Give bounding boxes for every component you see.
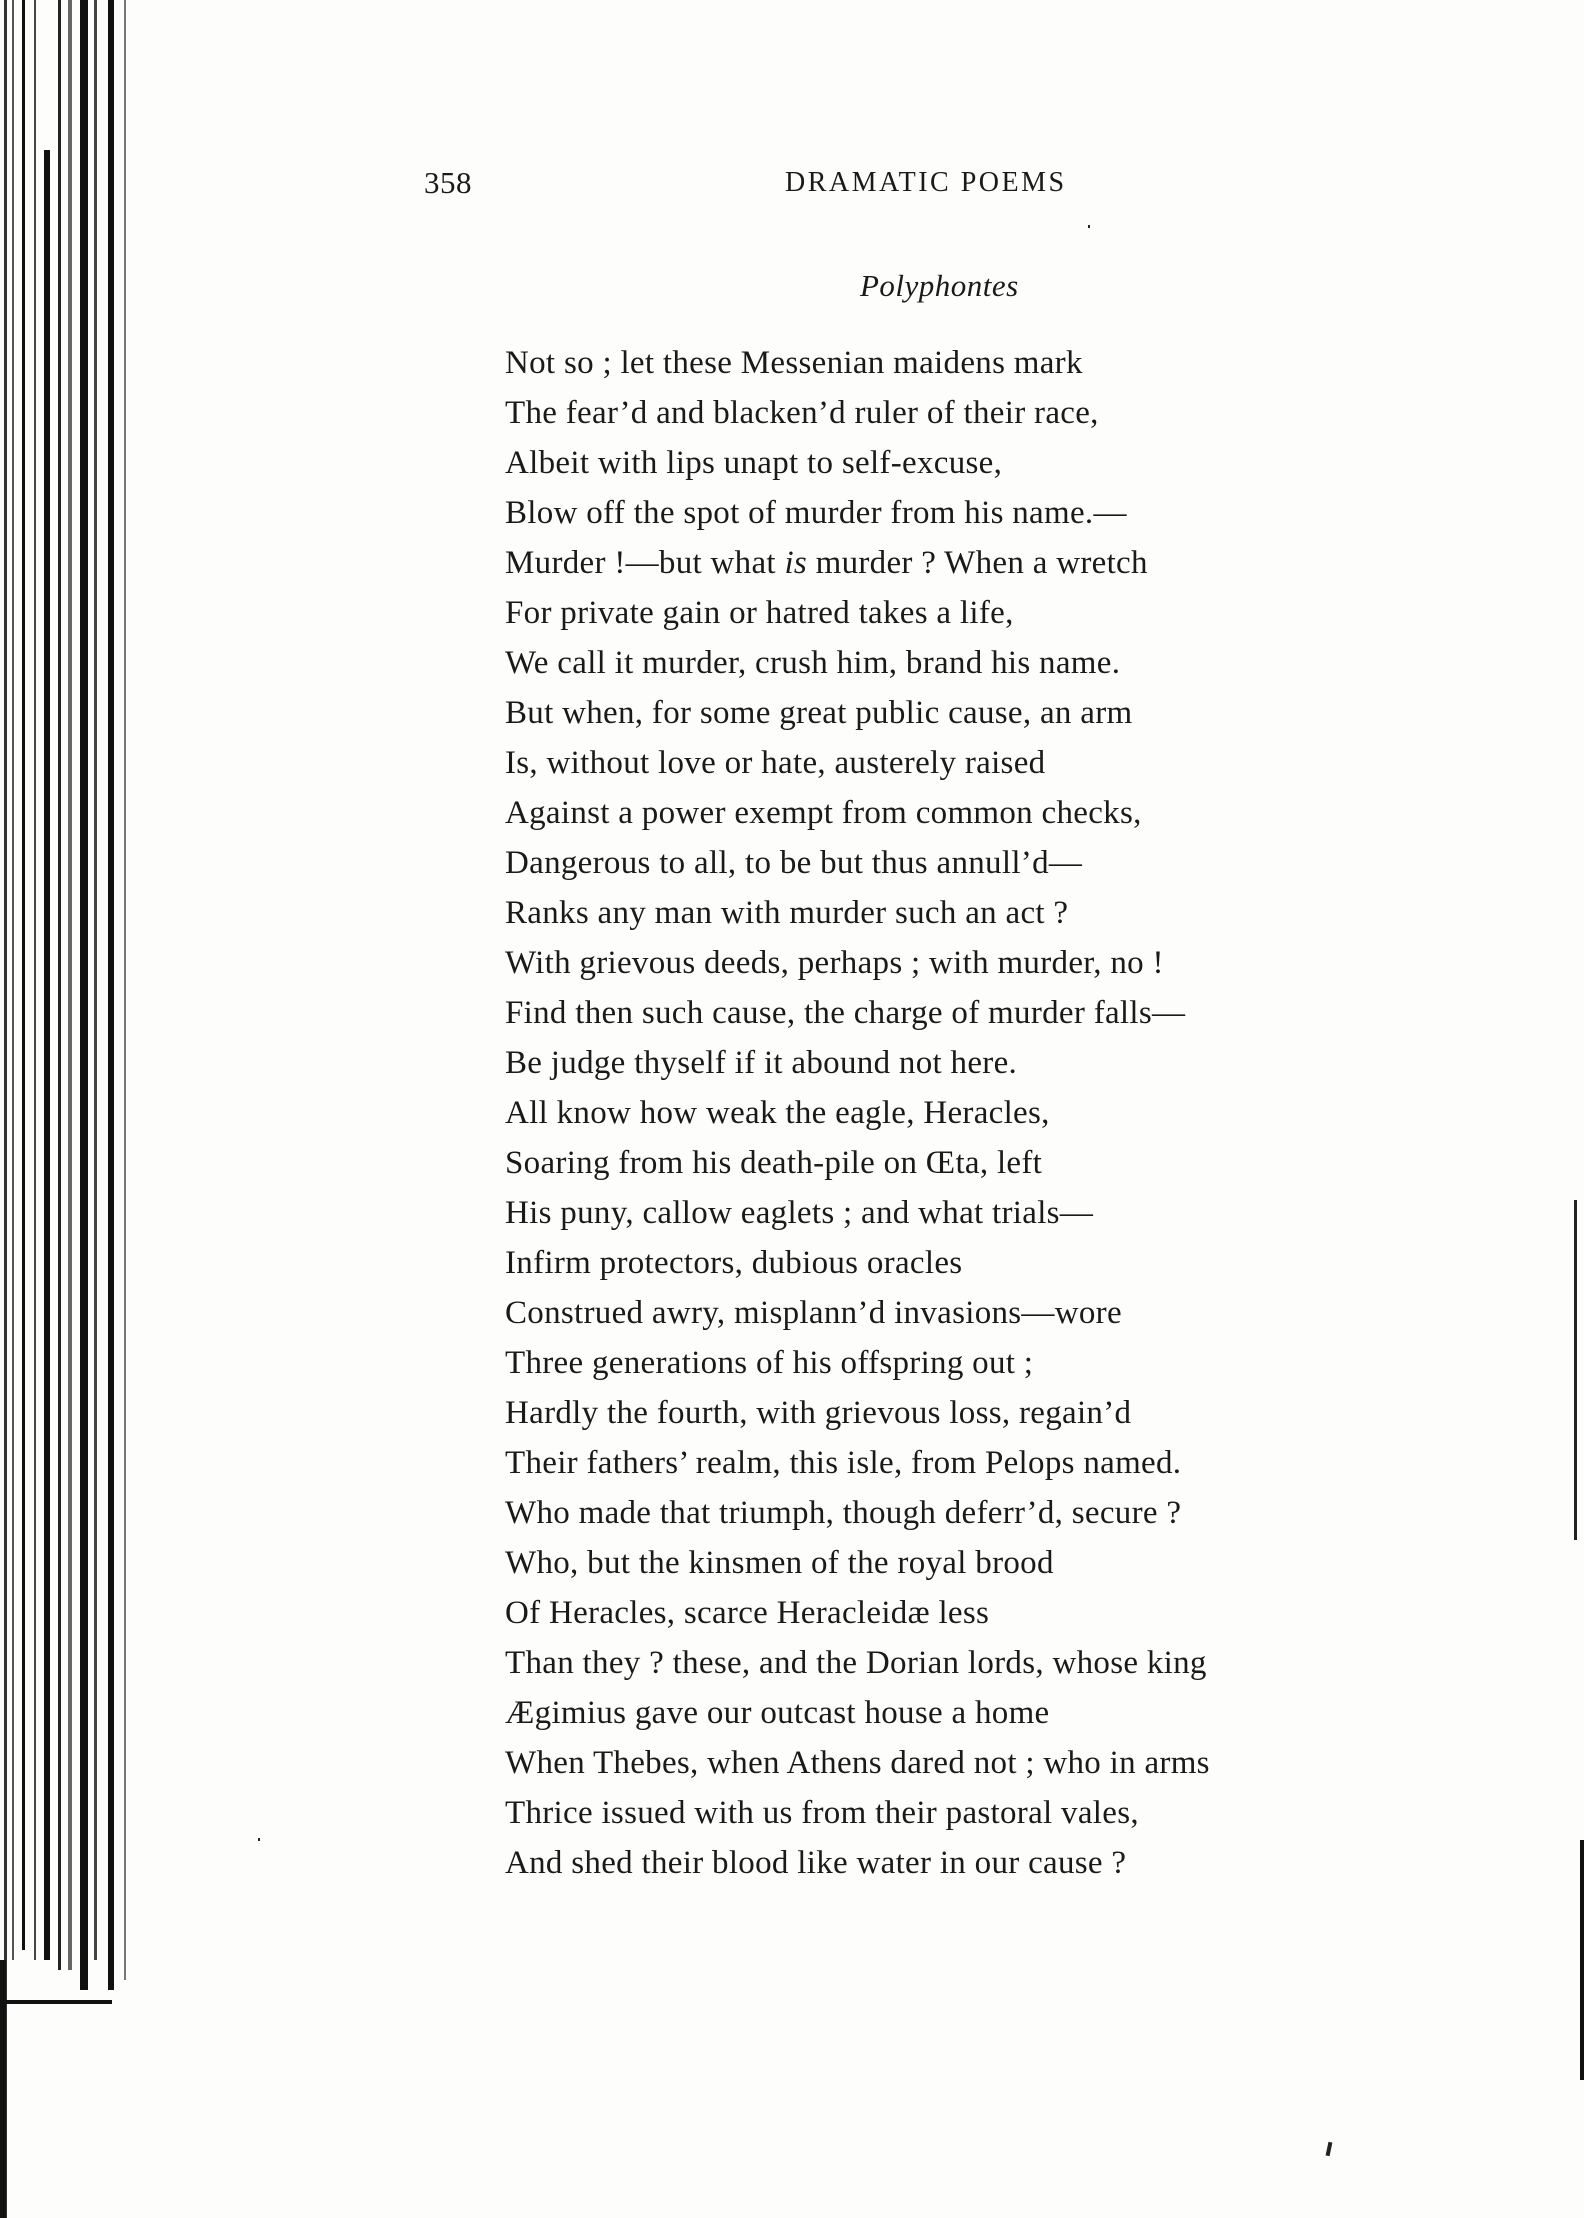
poem-line: Hardly the fourth, with grievous loss, regain’d	[505, 1395, 1132, 1431]
ink-speck	[1088, 225, 1090, 228]
page-number: 358	[424, 165, 472, 200]
poem-line: And shed their blood like water in our cause ?	[505, 1845, 1127, 1881]
poem-line: With grievous deeds, perhaps ; with murder, no !	[505, 945, 1164, 981]
page-header	[0, 165, 1584, 205]
poem-line: Find then such cause, the charge of murder falls—	[505, 995, 1186, 1031]
poem-line: When Thebes, when Athens dared not ; who in arms	[505, 1745, 1210, 1781]
poem-line: His puny, callow eaglets ; and what trials—	[505, 1195, 1094, 1231]
poem-line: Ægimius gave our outcast house a home	[505, 1695, 1050, 1731]
poem-line: Who made that triumph, though deferr’d, secure ?	[505, 1495, 1182, 1531]
poem-line: Infirm protectors, dubious oracles	[505, 1245, 963, 1281]
binding-edge	[0, 0, 150, 2218]
poem-line: Albeit with lips unapt to self-excuse,	[505, 445, 1003, 481]
poem-line: Soaring from his death-pile on Œta, left	[505, 1145, 1043, 1181]
poem-line: But when, for some great public cause, an arm	[505, 695, 1133, 731]
poem-line: Ranks any man with murder such an act ?	[505, 895, 1069, 931]
poem-line: All know how weak the eagle, Heracles,	[505, 1095, 1050, 1131]
poem-line: Be judge thyself if it abound not here.	[505, 1045, 1018, 1081]
poem-line: Not so ; let these Messenian maidens mark	[505, 345, 1083, 381]
poem-line: We call it murder, crush him, brand his name.	[505, 645, 1121, 681]
poem-line: Construed awry, misplann’d invasions—wore	[505, 1295, 1122, 1331]
poem-line: Is, without love or hate, austerely raised	[505, 745, 1046, 781]
poem-body	[505, 338, 1505, 1888]
poem-line: Against a power exempt from common checks,	[505, 795, 1142, 831]
running-head: DRAMATIC POEMS	[785, 167, 1067, 198]
poem-line: Three generations of his offspring out ;	[505, 1345, 1034, 1381]
poem-line: Of Heracles, scarce Heracleidæ less	[505, 1595, 990, 1631]
poem-line: Thrice issued with us from their pastoral vales,	[505, 1795, 1139, 1831]
poem-line: Blow off the spot of murder from his name.—	[505, 495, 1127, 531]
poem-line: The fear’d and blacken’d ruler of their race,	[505, 395, 1099, 431]
poem-line: Dangerous to all, to be but thus annull’d—	[505, 845, 1083, 881]
poem-line: Than they ? these, and the Dorian lords, whose king	[505, 1645, 1207, 1681]
poem-line: Who, but the kinsmen of the royal brood	[505, 1545, 1054, 1581]
ink-speck	[1326, 2142, 1333, 2157]
speaker-name: Polyphontes	[860, 268, 1019, 303]
poem-line: For private gain or hatred takes a life,	[505, 595, 1014, 631]
right-edge-shadow	[1570, 1200, 1584, 2200]
poem-line: Murder !—but what is murder ? When a wretch	[505, 545, 1148, 581]
poem-line: Their fathers’ realm, this isle, from Pelops named.	[505, 1445, 1182, 1481]
ink-speck	[258, 1838, 260, 1841]
